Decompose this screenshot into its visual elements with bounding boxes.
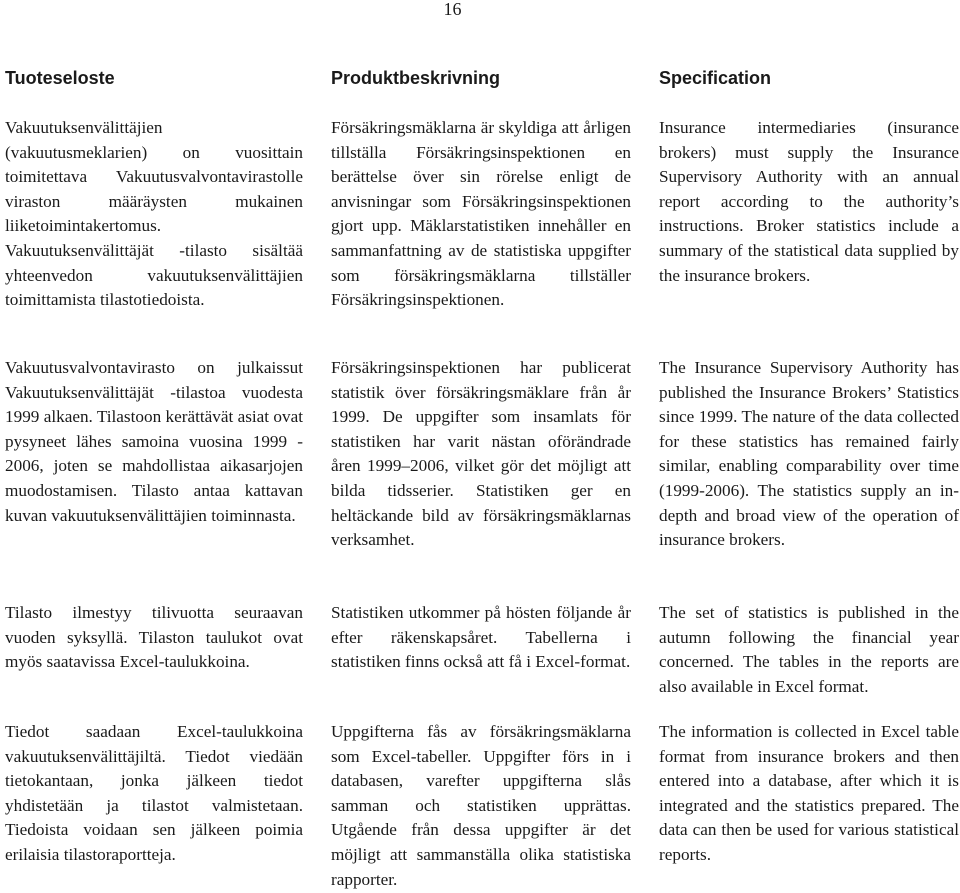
- finnish-paragraph-4: Tiedot saadaan Excel-taulukkoina vakuutuksenvälittäjiltä. Tiedot viedään tietokantaan, jonka jälkeen tiedot yhdistetään ja tilastot valmistetaan. Tiedoista voidaan sen jälkeen poimia erilaisia tilastoraportteja.: [5, 722, 303, 864]
- finnish-column: [5, 66, 303, 864]
- swedish-heading: Produktbeskrivning: [331, 68, 501, 88]
- english-paragraph-3: The set of statistics is published in the autumn following the financial year concerned. The tables in the reports are also available in Excel format.: [659, 603, 959, 696]
- swedish-paragraph-4: Uppgifterna fås av försäkringsmäklarna som Excel-tabeller. Uppgifter förs in i databasen, varefter uppgifterna slås samman och statistiken upprättas. Utgående från dessa uppgifter är det möjligt att sammanställa olika statistiska rapporter.: [331, 722, 631, 889]
- swedish-column: [331, 66, 631, 889]
- swedish-paragraph-1: Försäkringsmäklarna är skyldiga att årligen tillställa Försäkringsinspektionen en berättelse över sin rörelse enligt de anvisningar som Försäkringsinspektionen gjort upp. Mäklarstatistiken innehåller en sammanfattning av de statistiska uppgifter som försäkringsmäklarna tillställer Försäkringsinspektionen.: [331, 118, 631, 310]
- english-paragraph-2: The Insurance Supervisory Authority has published the Insurance Brokers’ Statistics since 1999. The nature of the data collected for these statistics has remained fairly similar, enabling comparability over time (1999-2006). The statistics supply an in-depth and broad view of the operation of insurance brokers.: [659, 358, 959, 550]
- finnish-heading: Tuoteseloste: [5, 68, 115, 88]
- swedish-paragraph-3: Statistiken utkommer på hösten följande år efter räkenskapsåret. Tabellerna i statistiken finns också att få i Excel-format.: [331, 603, 631, 672]
- finnish-paragraph-2: Vakuutusvalvontavirasto on julkaissut Vakuutuksenvälittäjät -tilastoa vuodesta 1999 alkaen. Tilastoon kerättävät asiat ovat pysyneet lähes samoina vuosina 1999 - 2006, joten se mahdollistaa aikasarjojen muodostamisen. Tilasto antaa kattavan kuvan vakuutuksenvälittäjien toiminnasta.: [5, 358, 303, 525]
- english-heading: Specification: [659, 68, 772, 88]
- english-paragraph-1: Insurance intermediaries (insurance brokers) must supply the Insurance Supervisory Authority with an annual report according to the authority’s instructions. Broker statistics include a summary of the statistical data supplied by the insurance brokers.: [659, 118, 959, 285]
- swedish-paragraph-2: Försäkringsinspektionen har publicerat statistik över försäkringsmäklare från år 1999. De uppgifter som insamlats för statistiken har varit nästan oförändrade åren 1999–2006, vilket gör det möjligt att bilda tidsserier. Statistiken ger en heltäckande bild av försäkringsmäklarnas verksamhet.: [331, 358, 631, 550]
- page-number: 16: [443, 0, 462, 19]
- english-paragraph-4: The information is collected in Excel table format from insurance brokers and then entered into a database, after which it is integrated and the statistics prepared. The data can then be used for various statistical reports.: [659, 722, 959, 864]
- finnish-paragraph-1: Vakuutuksenvälittäjien (vakuutusmeklarien) on vuosittain toimitettava Vakuutusvalvontavirastolle viraston määräysten mukainen liiketoimintakertomus. Vakuutuksenvälittäjät -tilasto sisältää yhteenvedon vakuutuksenvälittäjien toimittamista tilastotiedoista.: [5, 118, 303, 310]
- english-column: [659, 66, 959, 864]
- finnish-paragraph-3: Tilasto ilmestyy tilivuotta seuraavan vuoden syksyllä. Tilaston taulukot ovat myös saatavissa Excel-taulukkoina.: [5, 603, 303, 672]
